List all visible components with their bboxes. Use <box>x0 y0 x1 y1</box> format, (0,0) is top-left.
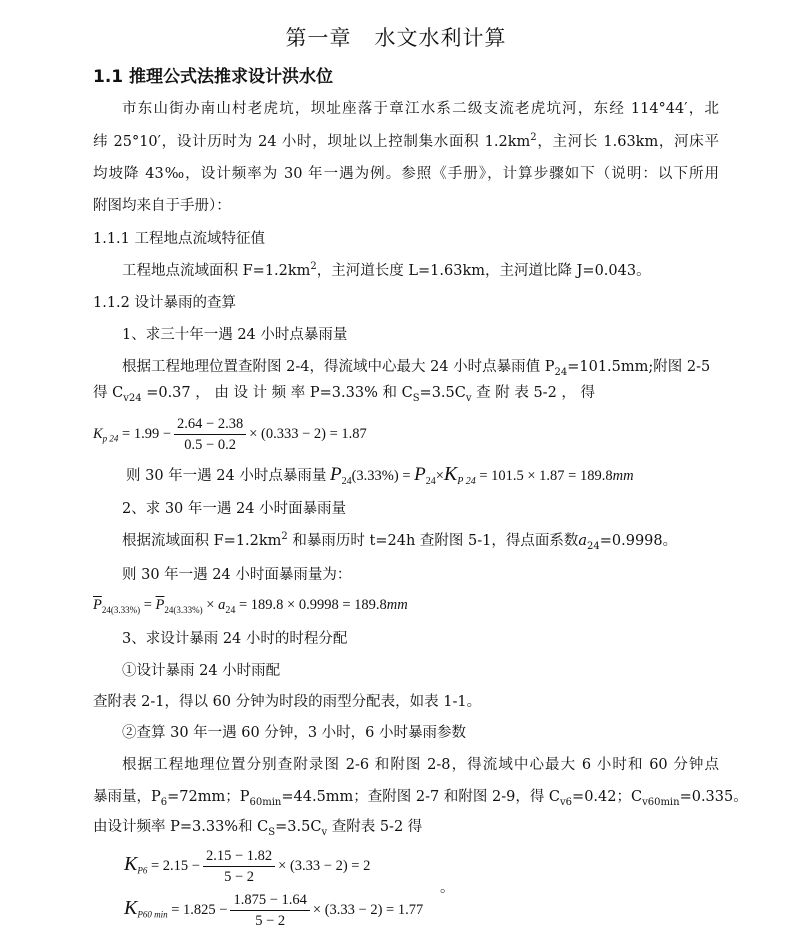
step-2-text: 根据流域面积 $F=1.2km^2$ 和暴雨历时 t=24h 查附图 5-1，得点面系数$a_{24}=0.9998$。 <box>122 531 678 552</box>
equation-period: 。 <box>440 880 455 896</box>
area-rainfall-text: 则 30 年一遇 24 小时面暴雨量为： <box>122 567 352 583</box>
point-rainfall-line: 则 30 年一遇 24 小时点暴雨量 $P_{24}(3.33\%) = P_{24}\times K_{P 24} = 101.5 \times 1.87 = 189.8mm$ <box>126 463 634 487</box>
fraction: $\frac{2.64 - 2.38}{0.5 - 0.2}$ <box>174 414 246 455</box>
equation-kp24: $K_{p 24} = 1.99$ − $\frac{2.64 - 2.38}{0.5 - 0.2}$ × (0.333 − 2) = 1.87 <box>93 416 367 453</box>
step-3-heading: 3、求设计暴雨 24 小时的时程分配 <box>122 631 348 647</box>
intro-line-3: 均坡降 43‰，设计频率为 30 年一遇为例。参照《手册》，计算步骤如下（说明：以下所用 <box>93 166 719 182</box>
equation-kp60min: $K_{P60 min} = 1.825$ − $\frac{1.875 - 1.64}{5 - 2}$ × (3.33 − 2) = 1.77 <box>124 892 424 929</box>
s111-text: 工程地点流域面积 $F=1.2km^2$，主河道长度 L=1.63km，主河道比降 J=0.043。 <box>122 261 651 279</box>
sub-step-2-line-1: 根据工程地理位置分别查附录图 2-6 和附图 2-8，得流域中心最大 6 小时和 60 分钟点 <box>122 757 719 773</box>
intro-line-4: 附图均来自于手册）： <box>93 198 231 214</box>
step-1-heading: 1、求三十年一遇 24 小时点暴雨量 <box>122 327 348 343</box>
equation-area-rainfall: $\overline{P}_{24(3.33\%)} = \overline{P}_{24(3.33\%)} \times a_{24} = 189.8 \times 0.9998 = 189.8mm$ <box>93 597 408 616</box>
intro-line-1: 市东山街办南山村老虎坑，坝址座落于章江水系二级支流老虎坑河，东经 114°44′，北 <box>122 101 719 117</box>
sub-step-1-text: 查附表 2-1，得以 60 分钟为时段的雨型分配表，如表 1-1。 <box>93 694 482 710</box>
fraction: $\frac{1.875 - 1.64}{5 - 2}$ <box>230 890 309 931</box>
sub-step-2: ②查算 30 年一遇 60 分钟，3 小时，6 小时暴雨参数 <box>122 725 467 741</box>
sub-step-2-line-3: 由设计频率 P=3.33%和 $C_S=3.5C_v$ 查附表 5-2 得 <box>93 819 423 838</box>
step-1-line-2: 得 $C_{v24} =0.37$ ， 由 设 计 频 率 P=3.33% 和 $C_S=3.5C_v$ 查 附 表 5-2 ， 得 <box>93 385 596 404</box>
section-heading: 1.1 推理公式法推求设计洪水位 <box>93 67 334 87</box>
step-2-heading: 2、求 30 年一遇 24 小时面暴雨量 <box>122 501 347 517</box>
step-1-text: 根据工程地理位置查附图 2-4，得流域中心最大 24 小时点暴雨值 $P_{24}=101.5mm$;附图 2-5 <box>122 359 711 378</box>
subsection-heading-111: 1.1.1 工程地点流域特征值 <box>93 231 266 247</box>
sub-step-2-line-2: 暴雨量，$P_6=72mm$；$P_{60min}=44.5mm$；查附图 2-7 和附图 2-9，得 $C_{v6}=0.42$；$C_{v60min}=0.335$。 <box>93 789 748 808</box>
equation-kp6: $K_{P6} = 2.15$ − $\frac{2.15 - 1.82}{5 - 2}$ × (3.33 − 2) = 2 <box>124 848 371 885</box>
chapter-title: 第一章 水文水利计算 <box>285 26 507 50</box>
fraction: $\frac{2.15 - 1.82}{5 - 2}$ <box>203 846 275 887</box>
sub-step-1: ①设计暴雨 24 小时雨配 <box>122 663 281 679</box>
subsection-heading-112: 1.1.2 设计暴雨的查算 <box>93 295 237 311</box>
intro-line-2: 纬 25°10′，设计历时为 24 小时，坝址以上控制集水面积 $1.2km^2$，主河长 1.63km，河床平 <box>93 132 719 150</box>
